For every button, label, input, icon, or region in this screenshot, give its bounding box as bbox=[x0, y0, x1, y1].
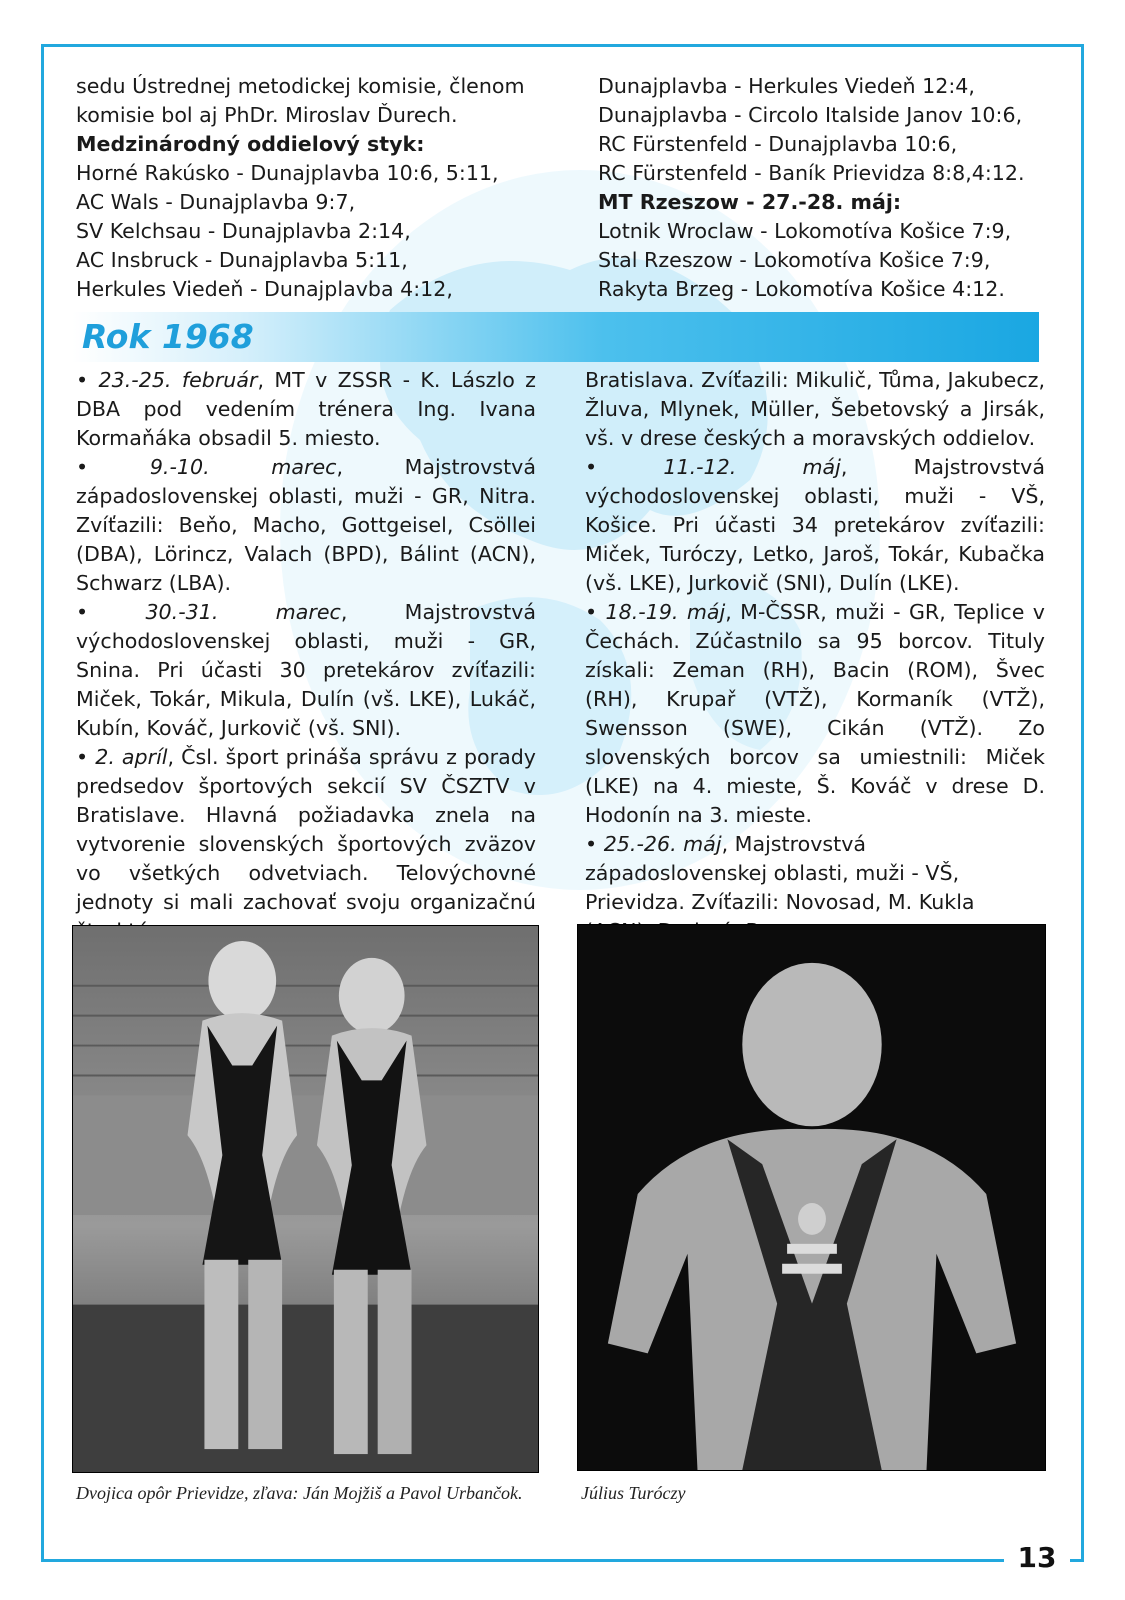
event-date: 9.-10. marec bbox=[149, 455, 337, 479]
event-entry: • 18.-19. máj, M-ČSSR, muži - GR, Teplice v Čechách. Zúčastnilo sa 95 borcov. Tituly získali: Zeman (RH), Bacin (ROM), Švec (RH), Krupař (VTŽ), Kormaník (VTŽ), Swensson (SWE), Cikán (VTŽ). Zo slovenských borcov sa umiestnili: Miček (LKE) na 4. mieste, Š. Kováč v drese D. Hodonín na 3. mieste. bbox=[585, 600, 1045, 827]
top-right-lines bbox=[598, 72, 1068, 304]
section-title: Rok 1968 bbox=[82, 317, 254, 356]
photo-caption-right: Július Turóczy bbox=[581, 1483, 686, 1503]
result-line: AC Wals - Dunajplavba 9:7, bbox=[76, 190, 356, 214]
result-line: komisie bol aj PhDr. Miroslav Ďurech. bbox=[76, 103, 458, 127]
event-entry: • 2. apríl, Čsl. šport prináša správu z porady predsedov športových sekcií SV ČSZTV v Bratislave. Hlavná požiadavka znela na vytvorenie slovenských športových zväzov vo všetkých odvetviach. Telovýchovné jednoty si mali zachovať svoju organizačnú bbox=[76, 743, 536, 946]
events-right-intro: Bratislava. Zvíťazili: Mikulič, Tůma, Jakubecz, Žluva, Mlynek, Müller, Šebetovský a Jirsák, vš. v drese českých a moravských oddielov. bbox=[585, 368, 1045, 450]
top-left-column bbox=[76, 72, 556, 304]
subheading: Medzinárodný oddielový styk: bbox=[76, 132, 425, 156]
events-right-column bbox=[585, 366, 1045, 946]
result-line: AC Insbruck - Dunajplavba 5:11, bbox=[76, 248, 408, 272]
page-number: 13 bbox=[1004, 1537, 1070, 1579]
event-date: 23.-25. február bbox=[98, 368, 258, 392]
result-line: RC Fürstenfeld - Dunajplavba 10:6, bbox=[598, 132, 958, 156]
event-text: , M-ČSSR, muži - GR, Teplice v Čechách. Zúčastnilo sa 95 borcov. Tituly získali: Zeman (RH), Bacin (ROM), Švec (RH), Krupař (VTŽ), Kormaník (VTŽ), Swensson (SWE), Cikán (VTŽ). Zo slovenských borcov sa umiestnili: Miček (LKE) na 4. mieste, Š. Kováč v drese D. Hodonín na 3. mieste. bbox=[585, 600, 1045, 827]
event-date: 30.-31. marec bbox=[145, 600, 341, 624]
top-right-column bbox=[598, 72, 1068, 304]
result-line: SV Kelchsau - Dunajplavba 2:14, bbox=[76, 219, 411, 243]
event-date: 25.-26. máj bbox=[603, 832, 722, 856]
photo-caption-left: Dvojica opôr Prievidze, zľava: Ján Mojžiš a Pavol Urbančok. bbox=[76, 1483, 523, 1503]
result-line: RC Fürstenfeld - Baník Prievidza 8:8,4:12. bbox=[598, 161, 1025, 185]
events-left-column bbox=[76, 366, 536, 1004]
event-text: , MT v ZSSR - K. Lászlo z DBA pod vedením trénera Ing. Ivana Kormaňáka obsadil 5. miesto. bbox=[76, 368, 536, 450]
top-left-lines bbox=[76, 72, 556, 304]
event-date: 18.-19. máj bbox=[605, 600, 726, 624]
result-line: Horné Rakúsko - Dunajplavba 10:6, 5:11, bbox=[76, 161, 499, 185]
event-text: , Majstrovstvá východoslovenskej oblasti, muži - GR, Snina. Pri účasti 30 pretekárov zvíťazili: Miček, Tokár, Mikula, Dulín (vš. LKE), Lukáč, Kubín, Kováč, Jurkovič (vš. SNI). bbox=[76, 600, 536, 740]
event-text: , Majstrovstvá východoslovenskej oblasti, muži - VŠ, Košice. Pri účasti 34 pretekárov zvíťazili: Miček, Turóczy, Letko, Jaroš, Tokár, Kubačka (vš. LKE), Jurkovič (SNI), Dulín (LKE). bbox=[585, 455, 1045, 595]
event-text: , Majstrovstvá západoslovenskej oblasti, muži - VŠ, Prievidza. Zvíťazili: Novosad, M. Kukla bbox=[585, 832, 975, 914]
event-entry: • 30.-31. marec, Majstrovstvá východoslovenskej oblasti, muži - GR, Snina. Pri účasti 30 pretekárov zvíťazili: Miček, Tokár, Mikula, Dulín (vš. LKE), Lukáč, Kubín, Kováč, Jurkovič (vš. SNI). bbox=[76, 600, 536, 740]
event-entry: • 9.-10. marec, Majstrovstvá západoslovenskej oblasti, muži - GR, Nitra. Zvíťazili: Beňo, Macho, Gottgeisel, Csöllei (DBA), Lörincz, Valach (BPD), Bálint (ACN), Schwarz (LBA). bbox=[76, 455, 536, 595]
result-line: Rakyta Brzeg - Lokomotíva Košice 4:12. bbox=[598, 277, 1005, 301]
result-line: Lotnik Wroclaw - Lokomotíva Košice 7:9, bbox=[598, 219, 1012, 243]
result-line: Dunajplavba - Herkules Viedeň 12:4, bbox=[598, 74, 975, 98]
event-entry: • 11.-12. máj, Majstrovstvá východoslovenskej oblasti, muži - VŠ, Košice. Pri účasti 34 pretekárov zvíťazili: Miček, Turóczy, Letko, Jaroš, Tokár, Kubačka (vš. LKE), Jurkovič (SNI), Dulín (LKE). bbox=[585, 455, 1045, 595]
photo-wrestlers-pair bbox=[72, 925, 539, 1473]
result-line: Dunajplavba - Circolo Italside Janov 10:6, bbox=[598, 103, 1023, 127]
result-line: Stal Rzeszow - Lokomotíva Košice 7:9, bbox=[598, 248, 991, 272]
event-date: 2. apríl bbox=[95, 745, 168, 769]
subheading: MT Rzeszow - 27.-28. máj: bbox=[598, 190, 902, 214]
photo-julius-turoczy bbox=[577, 924, 1046, 1471]
event-date: 11.-12. máj bbox=[663, 455, 841, 479]
result-line: Herkules Viedeň - Dunajplavba 4:12, bbox=[76, 277, 453, 301]
result-line: sedu Ústrednej metodickej komisie, členom bbox=[76, 74, 525, 98]
event-entry: • 25.-26. máj, Majstrovstvá západoslovenskej oblasti, muži - VŠ, Prievidza. Zvíťazili: Novosad, M. Kukla bbox=[585, 830, 1045, 946]
event-text: , Čsl. šport prináša správu z porady predsedov športových sekcií SV ČSZTV v Bratislave. Hlavná požiadavka znela na vytvorenie slovenských športových zväzov vo všetkých odvetviach. Telovýchovné jednoty si mali zachovať svoju organizačnú bbox=[76, 745, 536, 914]
event-text: , Majstrovstvá západoslovenskej oblasti, muži - GR, Nitra. Zvíťazili: Beňo, Macho, Gottgeisel, Csöllei (DBA), Lörincz, Valach (BPD), Bálint (ACN), Schwarz (LBA). bbox=[76, 455, 536, 595]
event-entry: • 23.-25. február, MT v ZSSR - K. Lászlo z DBA pod vedením trénera Ing. Ivana Kormaňáka obsadil 5. miesto. bbox=[76, 368, 536, 450]
